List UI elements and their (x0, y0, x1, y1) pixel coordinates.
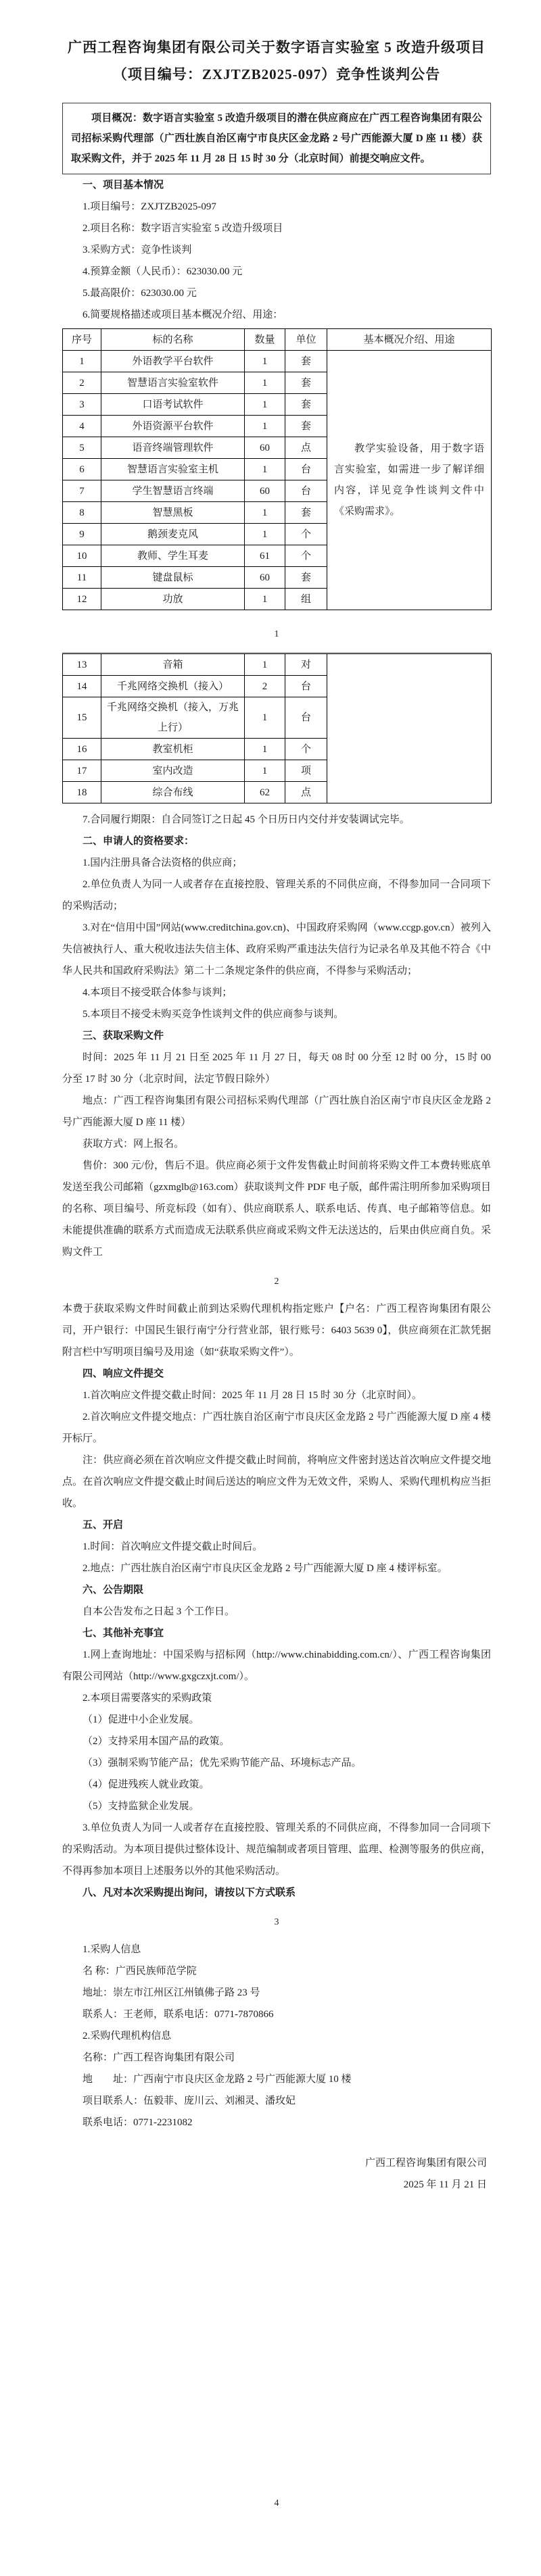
item-name-cell: 外语资源平台软件 (101, 416, 245, 437)
item-qty-cell: 60 (245, 480, 285, 502)
item-name-cell: 口语考试软件 (101, 394, 245, 416)
item-no-cell: 14 (63, 676, 101, 697)
item-unit-cell: 套 (285, 416, 327, 437)
item-name-cell: 智慧语言实验室软件 (101, 372, 245, 394)
item-name-cell: 综合布线 (101, 782, 245, 803)
document-title (62, 34, 491, 88)
item-no-cell: 4 (63, 416, 101, 437)
page-gap (62, 803, 491, 809)
paragraph: 售价：300 元/份，售后不退。供应商必须于文件发售截止时间前将采购文件工本费转账底单发送至我公司邮箱（gzxmglb@163.com）获取谈判文件 PDF 电子版，邮件需注明所参加采购项目的名称、项目编号、所竞标段（如有）、供应商联系人、联系电话、传真、电子邮箱等信息。如未能提供准确的联系方式而造成无法联系供应商或采购文件无法送达的，后果由供应商自负。采购文件工 (62, 1160, 491, 1258)
item-name-cell: 教师、学生耳麦 (101, 545, 245, 567)
table-header-cell: 序号 (63, 329, 101, 351)
paragraph: 5.最高限价：623030.00 元 (83, 288, 197, 299)
table-header-cell: 基本概况介绍、用途 (327, 329, 492, 351)
item-unit-cell: 套 (285, 394, 327, 416)
project-overview-box (62, 103, 491, 174)
page-number: 1 (274, 629, 279, 639)
item-unit-cell: 台 (285, 697, 327, 739)
item-unit-cell: 台 (285, 676, 327, 697)
item-name-cell: 鹅颈麦克风 (101, 524, 245, 545)
paragraph: 7.合同履行期限：自合同签订之日起 45 个日历日内交付并安装调试完毕。 (83, 814, 410, 825)
section-heading: 七、其他补充事宜 (83, 1628, 164, 1639)
items-table-continued (62, 652, 491, 803)
item-name-cell: 室内改造 (101, 760, 245, 782)
item-unit-cell: 套 (285, 567, 327, 589)
item-no-cell: 6 (63, 459, 101, 480)
item-name-cell: 教室机柜 (101, 739, 245, 760)
page-gap (62, 645, 491, 649)
page-number: 2 (274, 1277, 279, 1287)
section-heading: 八、凡对本次采购提出询问，请按以下方式联系 (83, 1887, 296, 1898)
paragraph: 联系人：王老师，联系电话：0771-7870866 (83, 2009, 274, 2020)
section-heading: 五、开启 (83, 1520, 124, 1531)
item-name-cell: 功放 (101, 589, 245, 610)
item-no-cell: 7 (63, 480, 101, 502)
item-qty-cell: 1 (245, 351, 285, 372)
paragraph: 4.预算金额（人民币）：623030.00 元 (83, 266, 243, 277)
item-unit-cell: 套 (285, 351, 327, 372)
paragraph: 3.采购方式：竞争性谈判 (83, 245, 192, 255)
item-qty-cell: 1 (245, 502, 285, 524)
paragraph: 1.国内注册具备合法资格的供应商； (83, 858, 243, 868)
item-name-cell: 智慧黑板 (101, 502, 245, 524)
paragraph: 地 址：广西南宁市良庆区金龙路 2 号广西能源大厦 10 楼 (83, 2074, 352, 2085)
item-unit-cell: 组 (285, 589, 327, 610)
paragraph: 1.采购人信息 (83, 1944, 141, 1955)
item-usage-note-cell (327, 654, 492, 803)
item-no-cell: 13 (63, 654, 101, 676)
item-qty-cell: 1 (245, 589, 285, 610)
item-name-cell: 音箱 (101, 654, 245, 676)
paragraph: 2.项目名称：数字语言实验室 5 改造升级项目 (83, 223, 283, 234)
item-qty-cell: 1 (245, 739, 285, 760)
item-unit-cell: 项 (285, 760, 327, 782)
section-heading: 六、公告期限 (83, 1585, 144, 1595)
section-heading: 一、项目基本情况 (83, 180, 164, 191)
item-unit-cell: 点 (285, 437, 327, 459)
item-no-cell: 10 (63, 545, 101, 567)
paragraph: （3）强制采购节能产品；优先采购节能产品、环境标志产品。 (83, 1758, 362, 1768)
paragraph: （4）促进残疾人就业政策。 (83, 1779, 210, 1790)
items-table-page1 (62, 328, 491, 610)
page-gap (62, 2196, 491, 2493)
item-qty-cell: 60 (245, 437, 285, 459)
paragraph: 6.简要规格描述或项目基本概况介绍、用途： (83, 309, 283, 320)
document-title-line-2: （项目编号：ZXJTZB2025-097）竞争性谈判公告 (112, 66, 441, 82)
paragraph: 1.首次响应文件提交截止时间：2025 年 11 月 28 日 15 时 30 分（北京时间）。 (83, 1390, 422, 1401)
page-number: 3 (274, 1917, 279, 1927)
item-name-cell: 语音终端管理软件 (101, 437, 245, 459)
items-table (62, 653, 492, 803)
page-gap (62, 1263, 491, 1271)
item-unit-cell: 点 (285, 782, 327, 803)
page-gap (62, 1933, 491, 1939)
project-overview-text: 项目概况：数字语言实验室 5 改造升级项目的潜在供应商应在广西工程咨询集团有限公司招标采购代理部（广西壮族自治区南宁市良庆区金龙路 2 号广西能源大厦 D 座 11 楼）获取采购文件，并于 2025 年 11 月 28 日 15 时 30 分（北京时间）前提交响应文件。 (71, 113, 482, 164)
table-row (63, 654, 492, 676)
item-no-cell: 18 (63, 782, 101, 803)
signature-date: 2025 年 11 月 21 日 (403, 2179, 487, 2190)
item-unit-cell: 台 (285, 459, 327, 480)
items-table (62, 328, 492, 610)
paragraph: 1.项目编号：ZXJTZB2025-097 (83, 201, 216, 212)
item-name-cell: 键盘鼠标 (101, 567, 245, 589)
item-no-cell: 3 (63, 394, 101, 416)
item-qty-cell: 1 (245, 760, 285, 782)
item-no-cell: 11 (63, 567, 101, 589)
item-name-cell: 智慧语言实验室主机 (101, 459, 245, 480)
section-heading: 三、获取采购文件 (83, 1031, 164, 1041)
item-no-cell: 9 (63, 524, 101, 545)
paragraph: 地址：崇左市江州区江州镇佛子路 23 号 (83, 1987, 260, 1998)
item-qty-cell: 1 (245, 654, 285, 676)
document-title-line-1: 广西工程咨询集团有限公司关于数字语言实验室 5 改造升级项目 (68, 39, 486, 55)
paragraph: 4.本项目不接受联合体参与谈判； (83, 987, 233, 998)
item-unit-cell: 个 (285, 739, 327, 760)
paragraph: 2.采购代理机构信息 (83, 2031, 172, 2041)
item-name-cell: 外语教学平台软件 (101, 351, 245, 372)
item-qty-cell: 1 (245, 372, 285, 394)
item-qty-cell: 2 (245, 676, 285, 697)
paragraph-continuation: 本费于获取采购文件时间截止前到达采购代理机构指定账户【户名：广西工程咨询集团有限公司，开户银行：中国民生银行南宁分行营业部，银行账号：6403 5639 0】，供应商须在汇款凭据附言栏中写明项目编号及用途（如“获取采购文件”）。 (62, 1304, 491, 1358)
item-name-cell: 千兆网络交换机（接入） (101, 676, 245, 697)
section-heading: 二、申请人的资格要求： (83, 836, 195, 847)
item-name-cell: 千兆网络交换机（接入，万兆上行） (101, 697, 245, 739)
paragraph: 项目联系人：伍毅菲、庞川云、刘湘灵、潘玫妃 (83, 2096, 296, 2106)
item-qty-cell: 1 (245, 459, 285, 480)
item-no-cell: 17 (63, 760, 101, 782)
paragraph: 2.单位负责人为同一人或者存在直接控股、管理关系的不同供应商，不得参加同一合同项下的采购活动； (62, 879, 491, 912)
item-qty-cell: 1 (245, 394, 285, 416)
table-header-row (63, 329, 492, 351)
item-qty-cell: 62 (245, 782, 285, 803)
table-row (63, 351, 492, 372)
item-qty-cell: 60 (245, 567, 285, 589)
document-body (62, 174, 491, 2515)
paragraph: 自本公告发布之日起 3 个工作日。 (83, 1606, 235, 1617)
item-no-cell: 1 (63, 351, 101, 372)
procurement-announcement-document (0, 34, 541, 2515)
page-gap (62, 1293, 491, 1298)
paragraph: 1.网上查询地址：中国采购与招标网（http://www.chinabidding.com.cn/）、广西工程咨询集团有限公司网站（http://www.gxgczxjt.com/）。 (62, 1650, 491, 1682)
item-unit-cell: 套 (285, 372, 327, 394)
item-unit-cell: 对 (285, 654, 327, 676)
paragraph: 联系电话：0771-2231082 (83, 2117, 193, 2128)
item-usage-note-cell: 教学实验设备，用于数字语言实验室，如需进一步了解详细内容，详见竞争性谈判文件中《采购需求》。 (327, 351, 492, 610)
item-qty-cell: 1 (245, 524, 285, 545)
page-number: 4 (274, 2498, 279, 2508)
table-header-cell: 单位 (285, 329, 327, 351)
item-no-cell: 15 (63, 697, 101, 739)
item-qty-cell: 1 (245, 697, 285, 739)
item-no-cell: 2 (63, 372, 101, 394)
paragraph: 地点：广西工程咨询集团有限公司招标采购代理部（广西壮族自治区南宁市良庆区金龙路 2 号广西能源大厦 D 座 11 楼） (62, 1095, 491, 1128)
paragraph: （1）促进中小企业发展。 (83, 1714, 199, 1725)
paragraph: 2.本项目需要落实的采购政策 (83, 1693, 212, 1704)
item-unit-cell: 个 (285, 524, 327, 545)
paragraph: 获取方式：网上报名。 (83, 1139, 185, 1149)
item-no-cell: 8 (63, 502, 101, 524)
table-header-cell: 数量 (245, 329, 285, 351)
item-unit-cell: 台 (285, 480, 327, 502)
item-no-cell: 16 (63, 739, 101, 760)
paragraph: 时间：2025 年 11 月 21 日至 2025 年 11 月 27 日，每天 08 时 00 分至 12 时 00 分，15 时 00 分至 17 时 30 分（北京时间，法定节假日除外） (62, 1052, 491, 1085)
item-unit-cell: 套 (285, 502, 327, 524)
paragraph: 1.时间：首次响应文件提交截止时间后。 (83, 1541, 263, 1552)
page-gap (62, 610, 491, 624)
paragraph: （5）支持监狱企业发展。 (83, 1801, 199, 1812)
paragraph: 5.本项目不接受未购买竞争性谈判文件的供应商参与谈判。 (83, 1009, 344, 1020)
paragraph: 3.单位负责人为同一人或者存在直接控股、管理关系的不同供应商，不得参加同一合同项下的采购活动。为本项目提供过整体设计、规范编制或者项目管理、监理、检测等服务的供应商，不得再参加本项目上述服务以外的其他采购活动。 (62, 1823, 491, 1877)
paragraph: 2.地点：广西壮族自治区南宁市良庆区金龙路 2 号广西能源大厦 D 座 4 楼评标室。 (83, 1563, 448, 1574)
paragraph: 注：供应商必须在首次响应文件提交截止时间前，将响应文件密封送达首次响应文件提交地点。在首次响应文件提交截止时间后送达的响应文件为无效文件，采购人、采购代理机构应当拒收。 (62, 1455, 491, 1509)
paragraph: 名称：广西工程咨询集团有限公司 (83, 2052, 235, 2063)
page-gap (62, 1904, 491, 1912)
paragraph: 2.首次响应文件提交地点：广西壮族自治区南宁市良庆区金龙路 2 号广西能源大厦 D 座 4 楼开标厅。 (62, 1412, 491, 1444)
signature-company: 广西工程咨询集团有限公司 (364, 2158, 487, 2169)
table-header-cell: 标的名称 (101, 329, 245, 351)
paragraph: 3.对在“信用中国”网站(www.creditchina.gov.cn)、中国政府采购网（www.ccgp.gov.cn）被列入失信被执行人、重大税收违法失信主体、政府采购严重违法失信行为记录名单及其他不符合《中华人民共和国政府采购法》第二十二条规定条件的供应商，不得参与采购活动； (62, 922, 491, 976)
item-no-cell: 5 (63, 437, 101, 459)
item-qty-cell: 61 (245, 545, 285, 567)
item-no-cell: 12 (63, 589, 101, 610)
paragraph: （2）支持采用本国产品的政策。 (83, 1736, 230, 1747)
item-qty-cell: 1 (245, 416, 285, 437)
section-heading: 四、响应文件提交 (83, 1368, 164, 1379)
item-name-cell: 学生智慧语言终端 (101, 480, 245, 502)
paragraph: 名 称：广西民族师范学院 (83, 1966, 197, 1977)
item-unit-cell: 个 (285, 545, 327, 567)
